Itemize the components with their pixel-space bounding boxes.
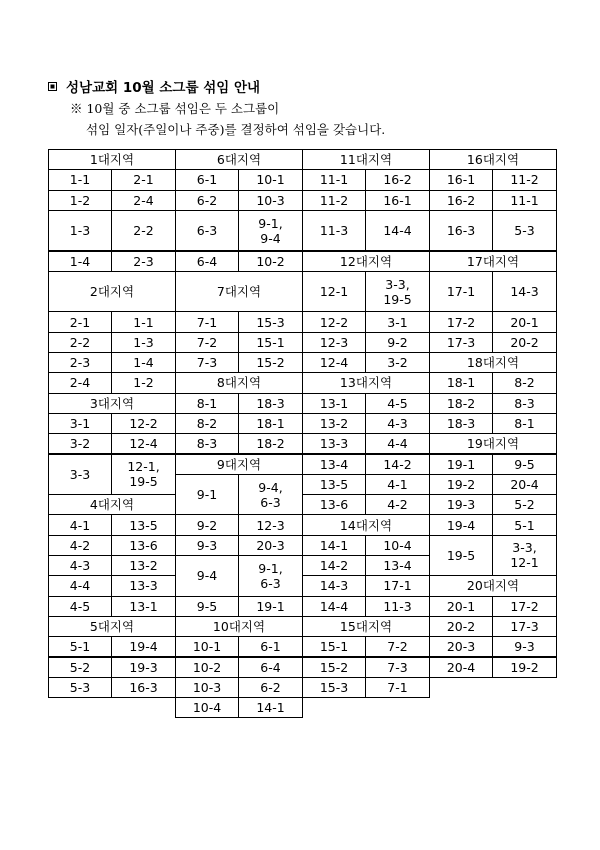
- group-cell: 7-3: [175, 352, 239, 373]
- partner-group-cell: 11-3: [365, 596, 430, 617]
- partner-group-cell: 4-2: [365, 494, 430, 515]
- partner-group-cell: 19-4: [111, 636, 176, 657]
- region-header: 8대지역: [175, 372, 303, 393]
- group-cell: 19-1: [429, 454, 493, 475]
- partner-group-cell: 12-3: [238, 514, 303, 535]
- group-cell: 4-2: [48, 535, 112, 556]
- partner-group-cell: 20-1: [492, 311, 557, 332]
- partner-group-cell: 3-1: [365, 311, 430, 332]
- group-cell: 4-1: [48, 514, 112, 535]
- group-cell: 16-3: [429, 210, 493, 252]
- partner-group-cell: 8-3: [492, 393, 557, 414]
- group-cell: 6-3: [175, 210, 239, 252]
- partner-group-cell: 9-3: [492, 636, 557, 657]
- group-cell: 19-3: [429, 494, 493, 515]
- partner-group-cell: 17-3: [492, 616, 557, 637]
- region-header: 10대지역: [175, 616, 303, 637]
- partner-group-cell: 19-2: [492, 657, 557, 678]
- group-cell: 19-2: [429, 474, 493, 495]
- group-cell: 20-1: [429, 596, 493, 617]
- group-cell: 14-2: [302, 555, 366, 576]
- partner-group-cell: 15-1: [238, 332, 303, 353]
- group-cell: 10-2: [175, 657, 239, 678]
- region-header: 13대지역: [302, 372, 430, 393]
- partner-group-cell: 14-3: [492, 271, 557, 313]
- partner-group-cell: 17-2: [492, 596, 557, 617]
- group-cell: 6-1: [175, 169, 239, 190]
- group-cell: 3-1: [48, 413, 112, 434]
- partner-group-cell: 1-3: [111, 332, 176, 353]
- partner-group-cell: 13-5: [111, 514, 176, 535]
- partner-group-cell: 6-1: [238, 636, 303, 657]
- partner-group-cell: 8-1: [492, 413, 557, 434]
- partner-group-cell: 4-1: [365, 474, 430, 495]
- group-cell: 7-1: [175, 311, 239, 332]
- region-header: 12대지역: [302, 251, 430, 272]
- partner-group-cell: 9-2: [365, 332, 430, 353]
- group-cell: 13-3: [302, 433, 366, 454]
- partner-group-cell: 6-4: [238, 657, 303, 678]
- region-header: 14대지역: [302, 514, 430, 535]
- partner-group-cell: 12-2: [111, 413, 176, 434]
- group-cell: 2-4: [48, 372, 112, 393]
- group-cell: 19-4: [429, 514, 493, 535]
- group-cell: 17-2: [429, 311, 493, 332]
- partner-group-cell: 16-2: [365, 169, 430, 190]
- group-cell: 8-2: [175, 413, 239, 434]
- partner-group-cell: 3-3, 19-5: [365, 271, 430, 313]
- partner-group-cell: 5-1: [492, 514, 557, 535]
- group-cell: 5-2: [48, 657, 112, 678]
- region-header: 16대지역: [429, 149, 557, 170]
- partner-group-cell: 7-2: [365, 636, 430, 657]
- group-cell: 12-4: [302, 352, 366, 373]
- group-cell: 12-2: [302, 311, 366, 332]
- partner-group-cell: 2-2: [111, 210, 176, 252]
- partner-group-cell: 9-1, 6-3: [238, 555, 303, 597]
- group-cell: 3-2: [48, 433, 112, 454]
- group-cell: 6-4: [175, 251, 239, 272]
- group-cell: 10-3: [175, 677, 239, 698]
- region-header: 6대지역: [175, 149, 303, 170]
- partner-group-cell: 9-5: [492, 454, 557, 475]
- partner-group-cell: 15-2: [238, 352, 303, 373]
- partner-group-cell: 18-1: [238, 413, 303, 434]
- group-cell: 16-1: [429, 169, 493, 190]
- group-cell: 14-1: [302, 535, 366, 556]
- group-cell: 1-2: [48, 190, 112, 211]
- partner-group-cell: 18-3: [238, 393, 303, 414]
- group-cell: 2-1: [48, 311, 112, 332]
- group-cell: 4-5: [48, 596, 112, 617]
- partner-group-cell: 3-2: [365, 352, 430, 373]
- group-cell: 13-2: [302, 413, 366, 434]
- partner-group-cell: 1-4: [111, 352, 176, 373]
- partner-group-cell: 4-5: [365, 393, 430, 414]
- region-header: 17대지역: [429, 251, 557, 272]
- partner-group-cell: 15-3: [238, 311, 303, 332]
- group-cell: 18-3: [429, 413, 493, 434]
- group-cell: 9-1: [175, 474, 239, 516]
- region-header: 2대지역: [48, 271, 176, 313]
- group-cell: 15-2: [302, 657, 366, 678]
- partner-group-cell: 20-2: [492, 332, 557, 353]
- partner-group-cell: 19-1: [238, 596, 303, 617]
- region-header: 15대지역: [302, 616, 430, 637]
- partner-group-cell: 11-1: [492, 190, 557, 211]
- group-cell: 18-2: [429, 393, 493, 414]
- group-cell: 11-2: [302, 190, 366, 211]
- partner-group-cell: 10-4: [365, 535, 430, 556]
- group-cell: 9-4: [175, 555, 239, 597]
- partner-group-cell: 13-3: [111, 575, 176, 596]
- note-line-2: 섞임 일자(주일이나 주중)를 결정하여 섞임을 갖습니다.: [86, 122, 386, 137]
- group-cell: 20-2: [429, 616, 493, 637]
- partner-group-cell: 2-3: [111, 251, 176, 272]
- group-cell: 12-1: [302, 271, 366, 313]
- group-cell: 15-3: [302, 677, 366, 698]
- partner-group-cell: 19-3: [111, 657, 176, 678]
- group-cell: 17-3: [429, 332, 493, 353]
- partner-group-cell: 17-1: [365, 575, 430, 596]
- partner-group-cell: 18-2: [238, 433, 303, 454]
- note-line-1: ※ 10월 중 소그룹 섞임은 두 소그룹이: [70, 101, 280, 116]
- partner-group-cell: 13-4: [365, 555, 430, 576]
- group-cell: 3-3: [48, 454, 112, 496]
- group-cell: 13-1: [302, 393, 366, 414]
- region-header: 9대지역: [175, 454, 303, 475]
- partner-group-cell: 10-2: [238, 251, 303, 272]
- group-cell: 19-5: [429, 535, 493, 577]
- group-cell: 6-2: [175, 190, 239, 211]
- group-cell: 1-3: [48, 210, 112, 252]
- partner-group-cell: 7-3: [365, 657, 430, 678]
- partner-group-cell: 10-3: [238, 190, 303, 211]
- page-title: 성남교회 10월 소그룹 섞임 안내: [66, 80, 261, 96]
- partner-group-cell: 2-4: [111, 190, 176, 211]
- group-cell: 9-3: [175, 535, 239, 556]
- partner-group-cell: 8-2: [492, 372, 557, 393]
- partner-group-cell: 14-1: [238, 697, 303, 718]
- partner-group-cell: 9-1, 9-4: [238, 210, 303, 252]
- group-cell: 1-1: [48, 169, 112, 190]
- partner-group-cell: 6-2: [238, 677, 303, 698]
- partner-group-cell: 1-1: [111, 311, 176, 332]
- partner-group-cell: 4-3: [365, 413, 430, 434]
- partner-group-cell: 12-1, 19-5: [111, 454, 176, 496]
- group-cell: 4-3: [48, 555, 112, 576]
- partner-group-cell: 20-4: [492, 474, 557, 495]
- group-cell: 7-2: [175, 332, 239, 353]
- partner-group-cell: 2-1: [111, 169, 176, 190]
- group-cell: 20-4: [429, 657, 493, 678]
- group-cell: 14-4: [302, 596, 366, 617]
- region-header: 11대지역: [302, 149, 430, 170]
- region-header: 4대지역: [48, 494, 176, 515]
- group-cell: 2-2: [48, 332, 112, 353]
- region-header: 1대지역: [48, 149, 176, 170]
- group-cell: 2-3: [48, 352, 112, 373]
- group-cell: 13-4: [302, 454, 366, 475]
- group-cell: 14-3: [302, 575, 366, 596]
- group-cell: 18-1: [429, 372, 493, 393]
- group-cell: 10-4: [175, 697, 239, 718]
- partner-group-cell: 10-1: [238, 169, 303, 190]
- group-cell: 17-1: [429, 271, 493, 313]
- partner-group-cell: 3-3, 12-1: [492, 535, 557, 577]
- partner-group-cell: 20-3: [238, 535, 303, 556]
- group-cell: 9-2: [175, 514, 239, 535]
- group-cell: 8-3: [175, 433, 239, 454]
- group-cell: 13-5: [302, 474, 366, 495]
- region-header: 18대지역: [429, 352, 557, 373]
- partner-group-cell: 7-1: [365, 677, 430, 698]
- partner-group-cell: 14-2: [365, 454, 430, 475]
- region-header: 3대지역: [48, 393, 176, 414]
- partner-group-cell: 16-3: [111, 677, 176, 698]
- partner-group-cell: 14-4: [365, 210, 430, 252]
- region-header: 20대지역: [429, 575, 557, 596]
- group-cell: 10-1: [175, 636, 239, 657]
- partner-group-cell: 13-2: [111, 555, 176, 576]
- group-cell: 15-1: [302, 636, 366, 657]
- group-cell: 11-1: [302, 169, 366, 190]
- region-header: 5대지역: [48, 616, 176, 637]
- partner-group-cell: 11-2: [492, 169, 557, 190]
- partner-group-cell: 12-4: [111, 433, 176, 454]
- group-cell: 12-3: [302, 332, 366, 353]
- group-cell: 20-3: [429, 636, 493, 657]
- group-cell: 11-3: [302, 210, 366, 252]
- region-header: 7대지역: [175, 271, 303, 313]
- partner-group-cell: 13-1: [111, 596, 176, 617]
- partner-group-cell: 4-4: [365, 433, 430, 454]
- partner-group-cell: 5-3: [492, 210, 557, 252]
- partner-group-cell: 1-2: [111, 372, 176, 393]
- group-cell: 5-1: [48, 636, 112, 657]
- group-cell: 9-5: [175, 596, 239, 617]
- group-cell: 8-1: [175, 393, 239, 414]
- group-cell: 5-3: [48, 677, 112, 698]
- group-cell: 13-6: [302, 494, 366, 515]
- partner-group-cell: 16-1: [365, 190, 430, 211]
- group-cell: 1-4: [48, 251, 112, 272]
- partner-group-cell: 5-2: [492, 494, 557, 515]
- region-header: 19대지역: [429, 433, 557, 454]
- group-cell: 4-4: [48, 575, 112, 596]
- partner-group-cell: 13-6: [111, 535, 176, 556]
- group-cell: 16-2: [429, 190, 493, 211]
- partner-group-cell: 9-4, 6-3: [238, 474, 303, 516]
